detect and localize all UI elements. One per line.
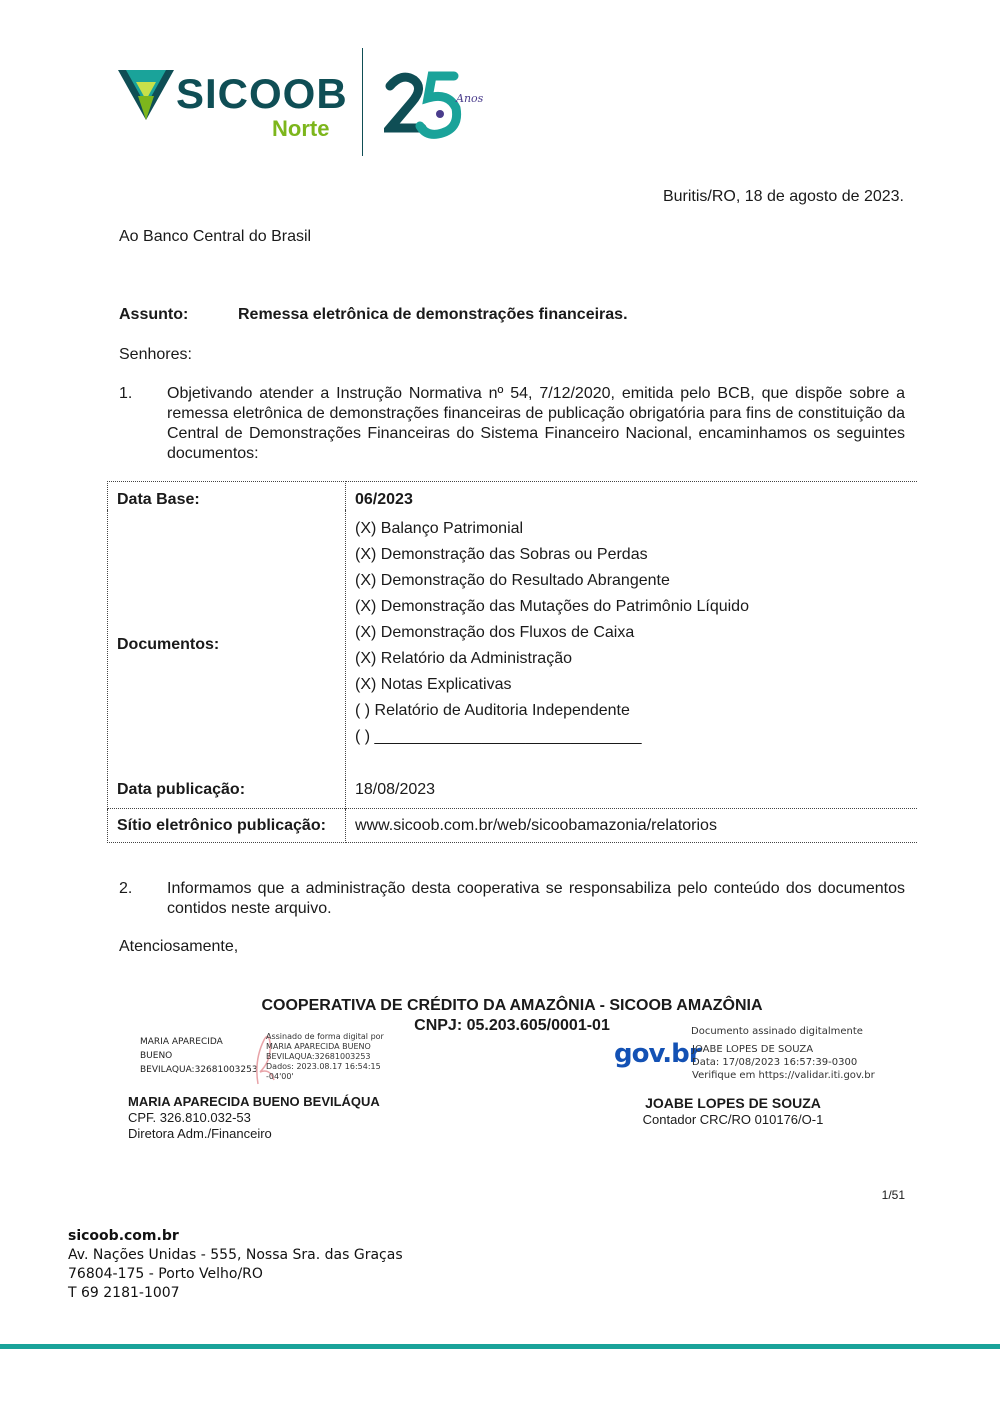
documents-table [107,481,917,843]
stamp-details [266,1032,384,1082]
gov-detail-line: JOABE LOPES DE SOUZA [692,1044,814,1055]
stamp-detail-line: Assinado de forma digital por [266,1032,384,1041]
stamp-name-line: BEVILAQUA:32681003253 [140,1065,258,1075]
anniversary-25-icon [384,68,494,142]
footer-site: sicoob.com.br [68,1228,179,1244]
gov-br-logo [614,1038,701,1070]
document-item: (X) Demonstração das Mutações do Patrimônio Líquido [355,598,749,615]
data-base-value: 06/2023 [346,482,918,511]
data-base-label: Data Base: [108,482,346,511]
document-item: (X) Relatório da Administração [355,650,572,667]
item1-number: 1. [119,385,133,402]
right-signer-name: JOABE LOPES DE SOUZA [645,1095,821,1111]
footer-phone: T 69 2181-1007 [68,1285,180,1301]
documents-list [346,510,918,780]
left-signer-cpf: CPF. 326.810.032-53 [128,1110,251,1125]
stamp-name-line: BUENO [140,1051,173,1061]
pub-date-value: 18/08/2023 [355,781,436,798]
stamp-detail-line: BEVILAQUA:32681003253 [266,1052,371,1061]
place-date: Buritis/RO, 18 de agosto de 2023. [662,188,904,205]
subject-label: Assunto: [119,306,189,323]
document-item: (X) Demonstração do Resultado Abrangente [355,572,670,589]
logo-subtitle: Norte [272,116,330,141]
logo-divider [362,48,363,156]
documents-label: Documentos: [108,510,346,780]
item2-number: 2. [119,880,133,897]
stamp-name [140,1037,258,1076]
footer-bar [0,1344,1000,1349]
footer-address-line: Av. Nações Unidas - 555, Nossa Sra. das Graças [68,1247,403,1263]
sicoob-logo-icon [118,70,174,120]
left-signer-role: Diretora Adm./Financeiro [128,1126,272,1141]
stamp-name-line: MARIA APARECIDA [140,1037,223,1047]
document-item: (X) Demonstração dos Fluxos de Caixa [355,624,635,641]
document-item: ( ) ______________________________ [355,728,642,745]
cooperative-name: COOPERATIVA DE CRÉDITO DA AMAZÔNIA - SICOOB AMAZÔNIA [261,997,763,1014]
closing: Atenciosamente, [119,938,239,955]
gov-details [692,1043,875,1082]
item1-text: Objetivando atender a Instrução Normativa nº 54, 7/12/2020, emitida pelo BCB, que dispõe sobre a remessa eletrônica de demonstrações financeiras de publicação obrigatória para fins de constituição da Central de Demonstrações Financeiras do Sistema Financeiro Nacional, encaminhamos os seguintes documentos: [167,385,905,462]
item2-text: Informamos que a administração desta cooperativa se responsabiliza pelo conteúdo dos documentos contidos neste arquivo. [167,880,905,917]
footer [68,1227,403,1303]
site-value: www.sicoob.com.br/web/sicoobamazonia/relatorios [346,809,918,843]
gov-detail-line: Data: 17/08/2023 16:57:39-0300 [692,1057,858,1068]
stamp-detail-line: MARIA APARECIDA BUENO [266,1042,371,1051]
document-item: ( ) Relatório de Auditoria Independente [355,702,630,719]
right-signer-role: Contador CRC/RO 010176/O-1 [642,1112,824,1127]
cooperative-cnpj: CNPJ: 05.203.605/0001-01 [414,1017,610,1034]
footer-address-line: 76804-175 - Porto Velho/RO [68,1266,263,1282]
stamp-detail-line: Dados: 2023.08.17 16:54:15 [266,1062,381,1071]
logo-wordmark: SICOOB [176,70,348,117]
left-signer-name: MARIA APARECIDA BUENO BEVILÁQUA [128,1094,380,1109]
pub-date-label: Data publicação: [108,780,346,809]
gov-detail-line: Verifique em https://validar.iti.gov.br [692,1070,875,1081]
stamp-detail-line: -04'00' [266,1072,294,1081]
page-number: 1/51 [881,1188,905,1202]
recipient: Ao Banco Central do Brasil [119,228,312,245]
document-item: (X) Balanço Patrimonial [355,520,524,537]
document-item: (X) Demonstração das Sobras ou Perdas [355,546,648,563]
gov-title: Documento assinado digitalmente [691,1026,863,1037]
site-label: Sítio eletrônico publicação: [108,809,346,843]
subject-text: Remessa eletrônica de demonstrações financeiras. [238,306,628,323]
document-item: (X) Notas Explicativas [355,676,512,693]
salutation: Senhores: [119,346,192,363]
anniversary-text: Anos [456,92,484,105]
gov-logo-text: gov.br [614,1039,701,1069]
